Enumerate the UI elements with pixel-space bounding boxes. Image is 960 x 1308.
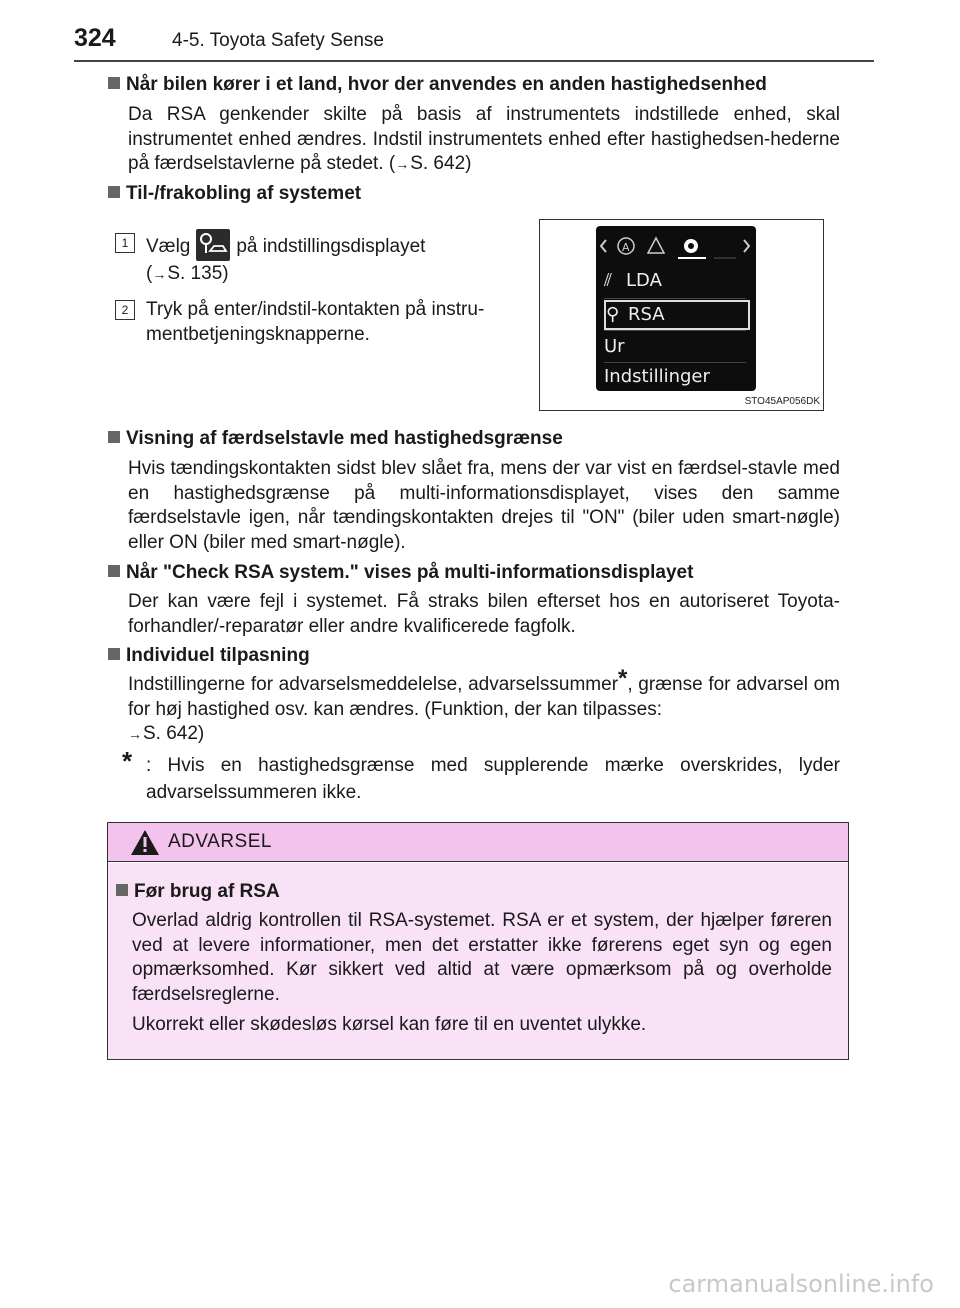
page-ref-link[interactable]: S. 135) [167,263,229,284]
section-body-unit: Da RSA genkender skilte på basis af instrumentets indstillede enhed, skal instrumentet enhed ændres. Indstil instrumentets enhed efter hastighedsen-hederne på færdselstavlerne på stedet. (→S. 642) [128,104,840,174]
display-menu-item-settings: Indstillinger [604,366,710,387]
display-tab-bar [596,234,756,258]
section-body-check: Der kan være fejl i systemet. Få straks bilen efterset hos en autoriseret Toyota-forhandler/-reparatør eller andre kvalificerede fagfolk. [128,591,840,637]
rsa-sign-car-icon: ⚲ [606,304,620,325]
bullet-square-icon [108,648,120,660]
arrow-right-icon: → [128,726,142,742]
footnote-text: : Hvis en hastighedsgrænse med supplerende mærke overskrides, lyder advarselssummeren ikke. [146,755,840,803]
svg-text:A: A [622,241,630,254]
warning-body [108,863,848,1059]
multi-info-display [596,226,756,391]
section-body-display: Hvis tændingskontakten sidst blev slået fra, mens der var vist en færdsel-stavle med en hastighedsgrænse på multi-informationsdisplayet, vises den samme færdselstavle igen, når tændingskontakten drejes til "ON" (biler uden smart-nøgle) eller ON (biler med smart-nøgle). [128,458,840,553]
display-menu-item-rsa: ⚲ RSA [604,300,750,330]
step-text-2: Tryk på enter/indstil-kontakten på instru-mentbetjeningsknapperne. [146,299,485,345]
page-ref-link[interactable]: S. 642) [143,723,205,744]
bullet-square-icon [108,565,120,577]
section-body-custom: Indstillingerne for advarselsmeddelelse, advarselssummer*, grænse for advarsel om for høj hastighed osv. kan ændres. (Funktion, der kan tilpasses: →S. 642) [128,665,840,744]
step-text-1: Vælg på indstillingsdisplayet (→S. 135) [146,229,526,287]
watermark: carmanualsonline.info [668,1270,934,1298]
warning-header [108,823,848,862]
display-menu-item-clock: Ur [604,336,625,357]
rsa-settings-icon [196,229,230,261]
page-header [74,20,886,60]
image-code: STO45AP056DK [744,396,820,407]
bullet-square-icon [116,884,128,896]
warning-subtitle: Før brug af RSA [116,881,280,903]
warning-label: ADVARSEL [168,831,272,852]
menu-divider [604,298,746,299]
page-ref-link[interactable]: S. 642) [410,153,472,174]
warning-box [107,822,849,1060]
warning-text-2: Ukorrekt eller skødesløs kørsel kan føre til en uventet ulykke. [132,1014,647,1035]
lane-departure-icon: ⫽ [604,270,613,291]
warning-text-1: Overlad aldrig kontrollen til RSA-systemet. RSA er et system, der hjælper føreren ved at levere informationer, men det erstatter ikke førerens eget syn og egen opmærksomhed. Kør sikkert ved altid at være opmærksom på og overholde færdselsreglerne. [132,910,832,1005]
bullet-square-icon [108,77,120,89]
section-title-custom: Individuel tilpasning [108,645,310,667]
chapter-title: 4-5. Toyota Safety Sense [172,30,384,51]
bullet-square-icon [108,431,120,443]
section-title-toggle: Til-/frakobling af systemet [108,183,361,205]
section-title-check: Når "Check RSA system." vises på multi-informationsdisplayet [108,562,693,584]
footnote-marker: * [618,665,628,692]
arrow-right-icon: → [152,266,167,282]
page-number: 324 [74,24,116,52]
display-menu-item-lda: ⫽ LDA [604,266,746,296]
step-number-1: 1 [115,233,135,253]
display-illustration [539,219,824,411]
step-number-2: 2 [115,300,135,320]
bullet-square-icon [108,186,120,198]
header-divider [74,60,874,62]
section-title-unit: Når bilen kører i et land, hvor der anvendes en anden hastighedsenhed [108,74,767,96]
arrow-right-icon: → [395,156,410,172]
footnote [122,746,840,806]
section-title-display: Visning af færdselstavle med hastighedsgrænse [108,428,563,450]
menu-divider [604,330,746,331]
footnote-star: * [122,746,133,776]
warning-triangle-icon [130,829,160,861]
